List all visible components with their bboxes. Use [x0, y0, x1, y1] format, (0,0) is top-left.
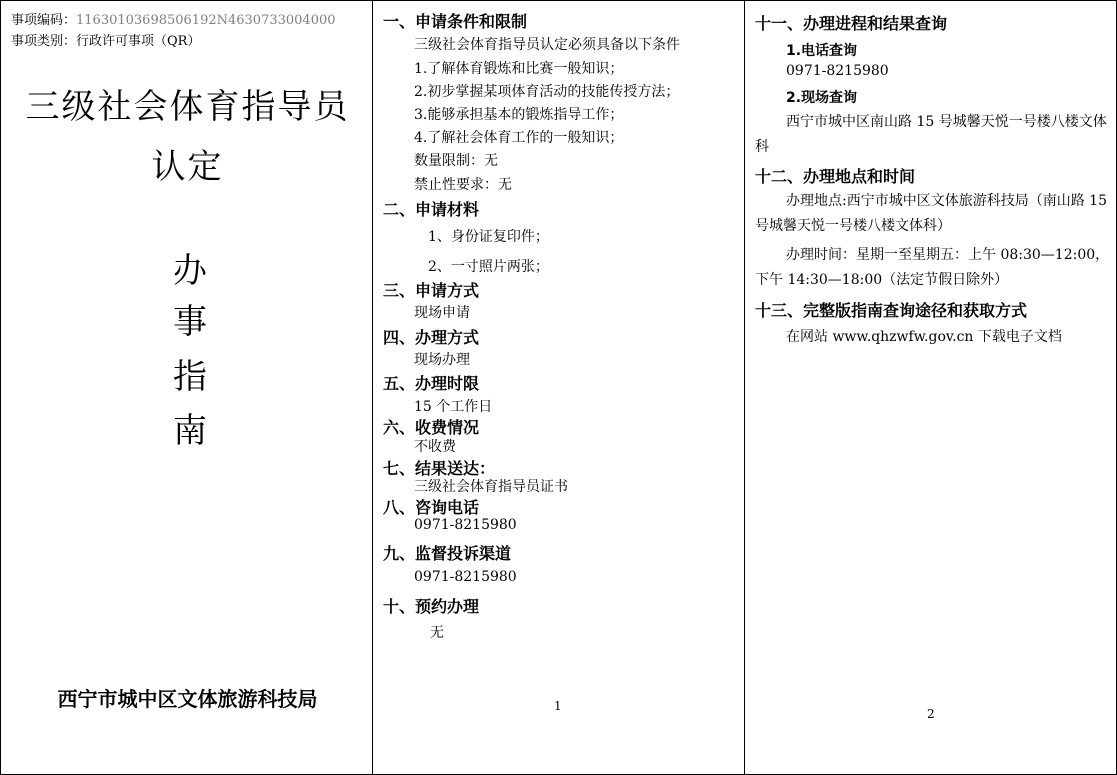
section-4-text: 现场办理	[414, 352, 470, 368]
section-4-heading: 四、办理方式	[383, 328, 480, 347]
section-9-heading: 九、监督投诉渠道	[383, 544, 512, 563]
item-code-value: 11630103698506192N4630733004000	[76, 13, 336, 28]
section-10-text: 无	[430, 625, 444, 641]
section-3-text: 现场申请	[414, 305, 470, 321]
item-category-value: 行政许可事项（QR）	[76, 34, 201, 49]
section-8-heading: 八、咨询电话	[383, 498, 480, 517]
section-9-text: 0971-8215980	[414, 569, 517, 585]
item-category	[11, 30, 200, 49]
guide-char-1: 办	[173, 251, 207, 291]
onsite-query-label: 2.现场查询	[786, 90, 858, 106]
page-2	[744, 0, 1117, 775]
section-12-heading: 十二、办理地点和时间	[755, 167, 916, 186]
guide-char-4: 南	[173, 411, 207, 451]
item-code	[11, 9, 336, 28]
section-11-heading: 十一、办理进程和结果查询	[755, 14, 948, 33]
item-code-label: 事项编码：	[11, 13, 77, 28]
section-7-heading: 七、结果送达：	[383, 459, 496, 478]
section-6-text: 不收费	[414, 439, 456, 455]
page-number-1: 1	[554, 699, 562, 713]
phone-query-label: 1.电话查询	[786, 43, 858, 59]
section-13-text: 在网站 www.qhzwfw.gov.cn 下载电子文档	[786, 329, 1062, 345]
section-2-heading: 二、申请材料	[383, 200, 480, 219]
cover-title-line1: 三级社会体育指导员	[25, 87, 350, 127]
office-hours: 办理时间：星期一至星期五：上午 08:30—12:00，下午 14:30—18:00（法定节假日除外）	[755, 247, 1110, 288]
guide-char-2: 事	[173, 302, 207, 342]
office-location: 办理地点:西宁市城中区文体旅游科技局（南山路 15 号城馨天悦一号楼八楼文体科）	[755, 193, 1107, 234]
cover-title-line2: 认定	[151, 147, 224, 187]
section-8-text: 0971-8215980	[414, 517, 517, 533]
section-10-heading: 十、预约办理	[383, 597, 480, 616]
section-5-text: 15 个工作日	[414, 399, 493, 415]
condition-item-2: 2.初步掌握某项体育活动的技能传授方法；	[414, 84, 680, 100]
section-6-heading: 六、收费情况	[383, 418, 480, 437]
section-1-intro: 三级社会体育指导员认定必须具备以下条件	[414, 37, 680, 53]
forbidden-requirement: 禁止性要求：无	[414, 177, 512, 193]
section-3-heading: 三、申请方式	[383, 281, 480, 300]
section-7-text: 三级社会体育指导员证书	[414, 479, 568, 495]
phone-query-number: 0971-8215980	[786, 63, 889, 79]
quantity-limit: 数量限制：无	[414, 153, 498, 169]
item-category-label: 事项类别：	[11, 34, 77, 49]
section-5-heading: 五、办理时限	[383, 374, 480, 393]
condition-item-3: 3.能够承担基本的锻炼指导工作；	[414, 107, 624, 123]
page-number-2: 2	[927, 707, 935, 721]
section-13-heading: 十三、完整版指南查询途径和获取方式	[755, 301, 1028, 320]
material-item-2: 2、一寸照片两张；	[428, 259, 549, 275]
material-item-1: 1、身份证复印件；	[428, 229, 549, 245]
page-1	[372, 0, 745, 775]
condition-item-4: 4.了解社会体育工作的一般知识；	[414, 130, 624, 146]
cover-title	[1, 77, 374, 197]
section-1-heading: 一、申请条件和限制	[383, 12, 528, 31]
guide-char-3: 指	[173, 357, 207, 397]
onsite-query-address: 西宁市城中区南山路 15 号城馨天悦一号楼八楼文体科	[755, 114, 1107, 155]
cover-panel	[0, 0, 373, 775]
issuing-office: 西宁市城中区文体旅游科技局	[57, 687, 318, 711]
condition-item-1: 1.了解体育锻炼和比赛一般知识；	[414, 61, 624, 77]
